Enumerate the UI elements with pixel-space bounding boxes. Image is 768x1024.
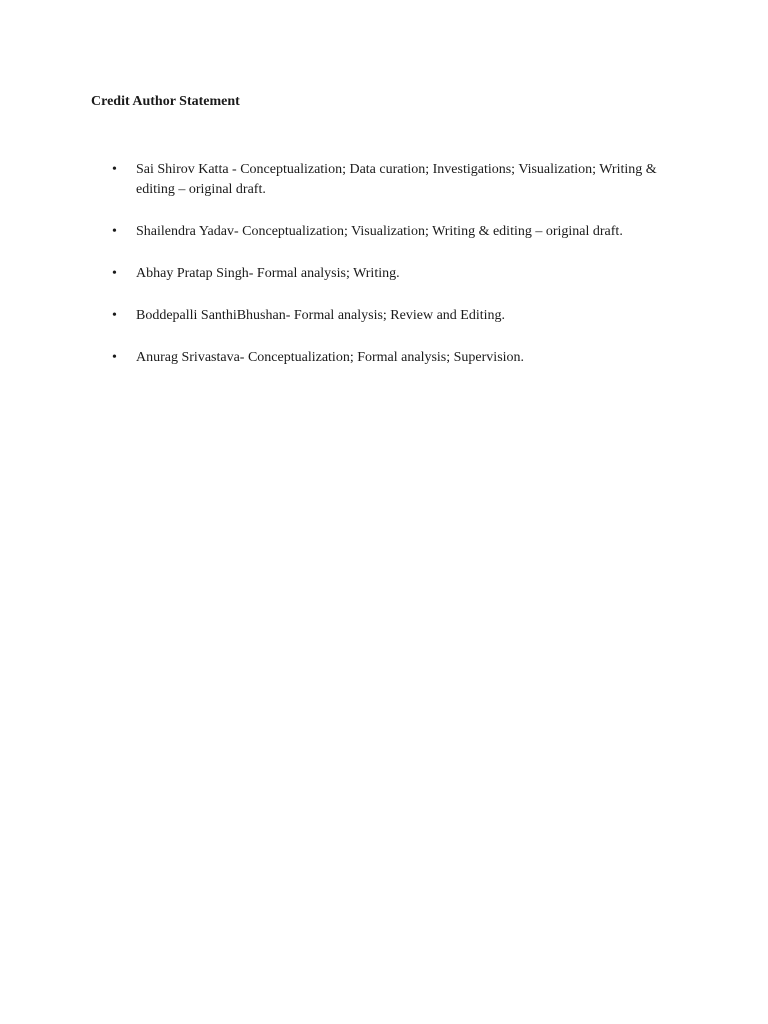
contributor-statement: Sai Shirov Katta - Conceptualization; Data curation; Investigations; Visualization; Writing & editing – original draft.	[136, 162, 657, 197]
list-item	[0, 348, 768, 368]
list-item	[0, 264, 768, 284]
list-item	[0, 306, 768, 326]
bullet-icon: •	[112, 350, 117, 365]
page-title: Credit Author Statement	[91, 94, 240, 109]
bullet-icon: •	[112, 162, 117, 177]
contributor-statement: Shailendra Yadav- Conceptualization; Visualization; Writing & editing – original draft.	[136, 224, 623, 239]
list-item	[0, 160, 768, 200]
contributor-statement: Boddepalli SanthiBhushan- Formal analysis; Review and Editing.	[136, 308, 506, 323]
bullet-icon: •	[112, 308, 117, 323]
list-item	[0, 222, 768, 242]
contributor-list	[0, 160, 768, 390]
bullet-icon: •	[112, 266, 117, 281]
bullet-icon: •	[112, 224, 117, 239]
contributor-statement: Abhay Pratap Singh- Formal analysis; Writing.	[136, 266, 400, 281]
contributor-statement: Anurag Srivastava- Conceptualization; Formal analysis; Supervision.	[136, 350, 525, 365]
